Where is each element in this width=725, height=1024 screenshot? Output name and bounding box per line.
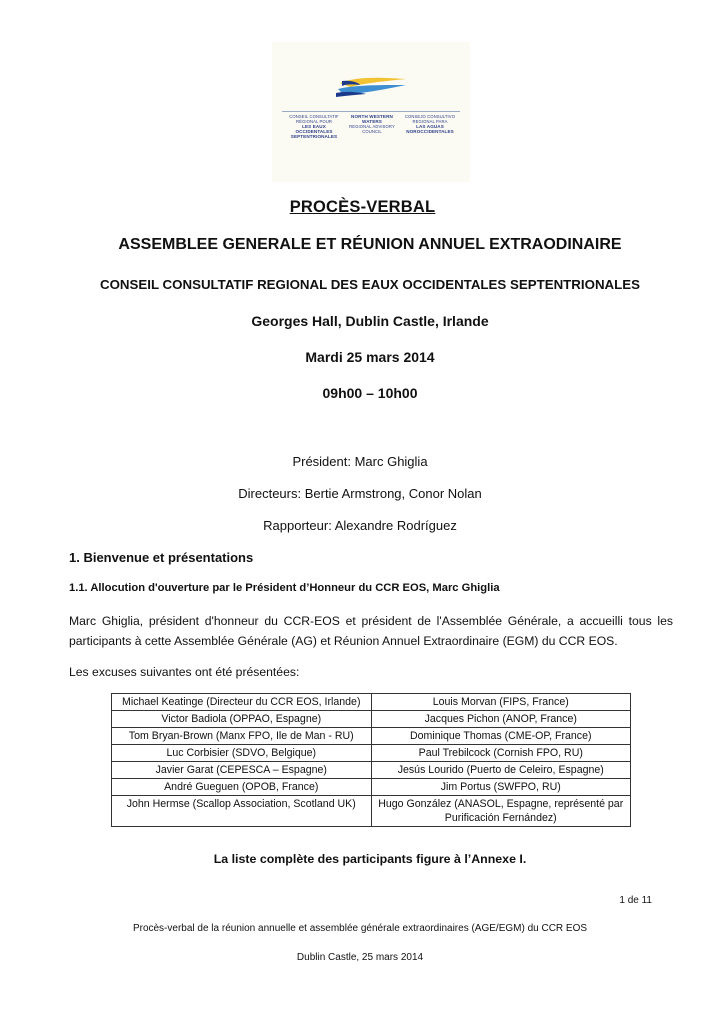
meeting-date: Mardi 25 mars 2014 bbox=[305, 349, 435, 365]
directors-line: Directeurs: Bertie Armstrong, Conor Nolan bbox=[238, 486, 482, 501]
table-row bbox=[112, 694, 631, 711]
table-cell: Jacques Pichon (ANOP, France) bbox=[371, 711, 631, 728]
table-cell: Jesús Lourido (Puerto de Celeiro, Espagne) bbox=[371, 762, 631, 779]
logo-divider bbox=[282, 111, 460, 112]
president-line: Président: Marc Ghiglia bbox=[292, 454, 428, 469]
table-cell: Jim Portus (SWFPO, RU) bbox=[371, 779, 631, 796]
table-cell: André Gueguen (OPOB, France) bbox=[112, 779, 372, 796]
table-cell: Paul Trebilcock (Cornish FPO, RU) bbox=[371, 745, 631, 762]
table-row bbox=[112, 779, 631, 796]
rapporteur-line: Rapporteur: Alexandre Rodríguez bbox=[263, 518, 457, 533]
table-row bbox=[112, 711, 631, 728]
table-cell: Hugo González (ANASOL, Espagne, représenté par Purificación Fernández) bbox=[371, 796, 631, 827]
excuses-table bbox=[111, 693, 631, 827]
wave-logo-icon bbox=[336, 77, 408, 99]
excuses-intro: Les excuses suivantes ont été présentées: bbox=[69, 665, 300, 679]
council-name: CONSEIL CONSULTATIF REGIONAL DES EAUX OCCIDENTALES SEPTENTRIONALES bbox=[99, 277, 641, 292]
table-row bbox=[112, 762, 631, 779]
table-cell: Michael Keatinge (Directeur du CCR EOS, Irlande) bbox=[112, 694, 372, 711]
table-cell: Louis Morvan (FIPS, France) bbox=[371, 694, 631, 711]
meeting-title: ASSEMBLEE GENERALE ET RÉUNION ANNUEL EXTRAODINAIRE bbox=[118, 236, 622, 253]
footer-place-date: Dublin Castle, 25 mars 2014 bbox=[296, 952, 424, 963]
subsection-heading: 1.1. Allocution d'ouverture par le Président d’Honneur du CCR EOS, Marc Ghiglia bbox=[69, 582, 500, 594]
document-title: PROCÈS-VERBAL bbox=[289, 198, 436, 216]
page-number: 1 de 11 bbox=[619, 895, 652, 906]
meeting-time: 09h00 – 10h00 bbox=[322, 385, 418, 401]
meeting-venue: Georges Hall, Dublin Castle, Irlande bbox=[251, 313, 489, 329]
table-row bbox=[112, 796, 631, 827]
table-cell: Javier Garat (CEPESCA – Espagne) bbox=[112, 762, 372, 779]
table-row bbox=[112, 728, 631, 745]
table-cell: Victor Badiola (OPPAO, Espagne) bbox=[112, 711, 372, 728]
opening-paragraph: Marc Ghiglia, président d'honneur du CCR-EOS et président de l'Assemblée Générale, a accueilli tous les participants à cette Assemblée Générale (AG) et Réunion Annuel Extraordinaire (EGM) du CCR EOS. bbox=[69, 614, 673, 648]
annex-note: La liste complète des participants figure à l’Annexe I. bbox=[213, 852, 527, 866]
table-cell: Luc Corbisier (SDVO, Belgique) bbox=[112, 745, 372, 762]
council-logo bbox=[272, 42, 470, 182]
table-cell: Tom Bryan-Brown (Manx FPO, Ile de Man - RU) bbox=[112, 728, 372, 745]
section-heading: 1. Bienvenue et présentations bbox=[69, 550, 254, 565]
footer-title: Procès-verbal de la réunion annuelle et assemblée générale extraordinaires (AGE/EGM) du CCR EOS bbox=[132, 923, 588, 934]
table-cell: Dominique Thomas (CME-OP, France) bbox=[371, 728, 631, 745]
logo-text-es: CONSEJO CONSULTIVO REGIONAL PARA LAS AGUAS NOROCCIDENTALES bbox=[404, 114, 456, 134]
logo-text-fr: CONSEIL CONSULTATIF RÉGIONAL POUR LES EAUX OCCIDENTALES SEPTENTRIONALES bbox=[289, 114, 339, 139]
table-row bbox=[112, 745, 631, 762]
logo-text-en: NORTH WESTERN WATERS REGIONAL ADVISORY COUNCIL bbox=[349, 114, 395, 134]
table-cell: John Hermse (Scallop Association, Scotland UK) bbox=[112, 796, 372, 827]
